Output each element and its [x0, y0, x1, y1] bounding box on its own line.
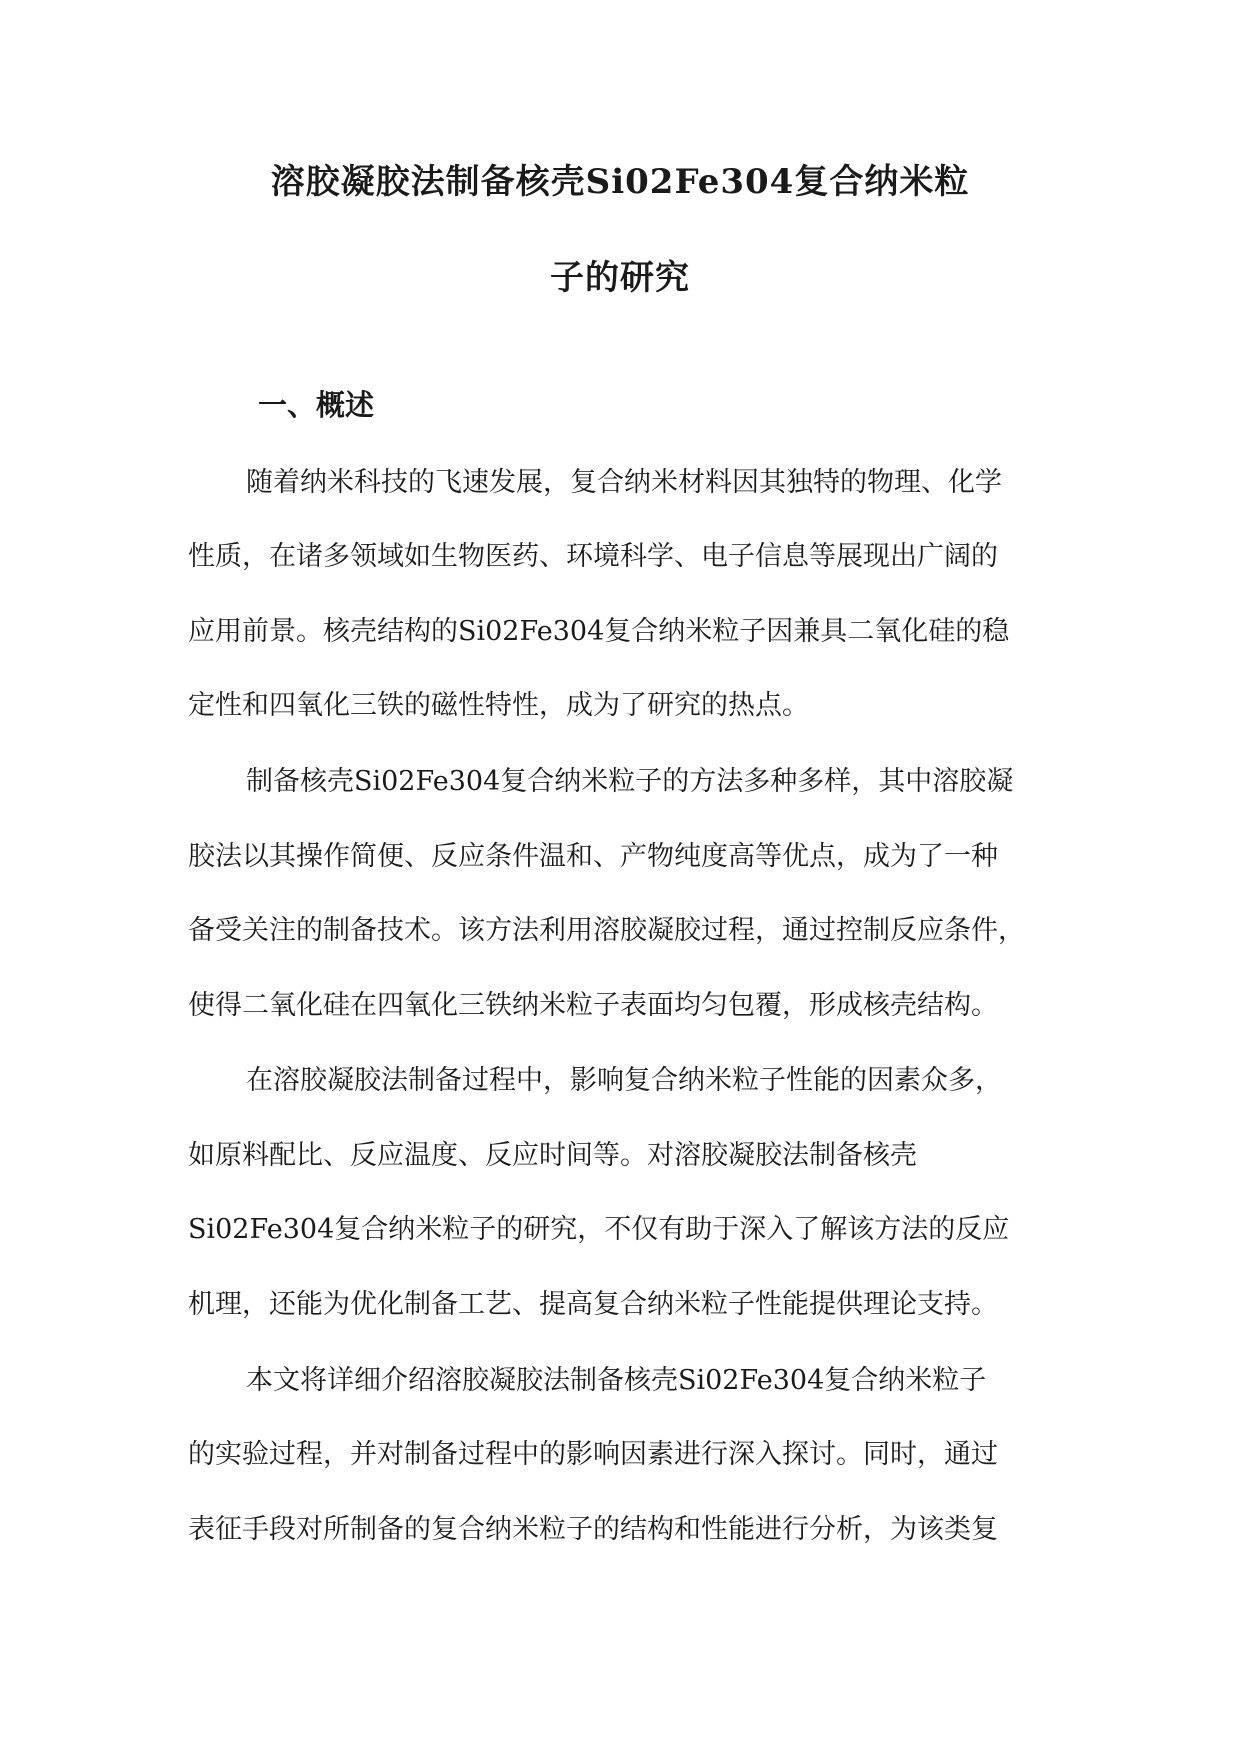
paragraph-2-line-4: 使得二氧化硅在四氧化三铁纳米粒子表面均匀包覆，形成核壳结构。 [188, 990, 998, 1021]
paragraph-2-line-3: 备受关注的制备技术。该方法利用溶胶凝胶过程，通过控制反应条件， [188, 915, 1025, 946]
paragraph-4-line-1: 本文将详细介绍溶胶凝胶法制备核壳Si02Fe304复合纳米粒子 [246, 1365, 987, 1396]
paragraph-1-line-1: 随着纳米科技的飞速发展，复合纳米材料因其独特的物理、化学 [246, 467, 1002, 498]
paragraph-2-line-2: 胶法以其操作简便、反应条件温和、产物纯度高等优点，成为了一种 [188, 841, 998, 872]
paragraph-2-line-1: 制备核壳Si02Fe304复合纳米粒子的方法多种多样，其中溶胶凝 [246, 766, 1014, 797]
paragraph-1-line-4: 定性和四氧化三铁的磁性特性，成为了研究的热点。 [188, 690, 809, 721]
document-title-line-1: 溶胶凝胶法制备核壳Si02Fe304复合纳米粒 [270, 162, 970, 202]
paragraph-1-line-3: 应用前景。核壳结构的Si02Fe304复合纳米粒子因兼具二氧化硅的稳 [188, 616, 1010, 647]
paragraph-3-line-3: Si02Fe304复合纳米粒子的研究，不仅有助于深入了解该方法的反应 [188, 1214, 1010, 1245]
paragraph-1-line-2: 性质，在诸多领域如生物医药、环境科学、电子信息等展现出广阔的 [188, 541, 998, 572]
paragraph-3-line-4: 机理，还能为优化制备工艺、提高复合纳米粒子性能提供理论支持。 [188, 1289, 998, 1320]
paragraph-3-line-2: 如原料配比、反应温度、反应时间等。对溶胶凝胶法制备核壳 [188, 1140, 917, 1171]
paragraph-4-line-3: 表征手段对所制备的复合纳米粒子的结构和性能进行分析，为该类复 [188, 1514, 998, 1545]
paragraph-4-line-2: 的实验过程，并对制备过程中的影响因素进行深入探讨。同时，通过 [188, 1439, 998, 1470]
document-title-line-2: 子的研究 [550, 258, 690, 298]
paragraph-3-line-1: 在溶胶凝胶法制备过程中，影响复合纳米粒子性能的因素众多， [246, 1065, 1002, 1096]
section-heading: 一、概述 [258, 388, 375, 422]
